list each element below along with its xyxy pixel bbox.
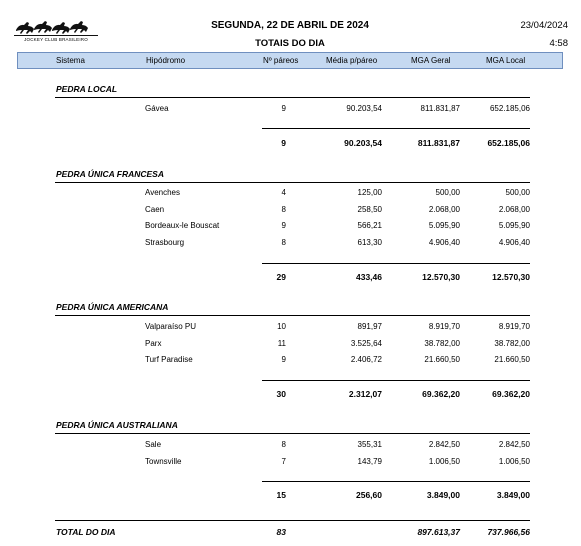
grand-total-divider — [55, 520, 530, 521]
grand-total-mga-local: 737.966,56 — [487, 527, 530, 537]
subtotal-divider — [262, 263, 530, 264]
logo-caption: JOCKEY CLUB BRASILEIRO — [24, 37, 88, 42]
section-title: PEDRA ÚNICA FRANCESA — [56, 169, 164, 179]
report-time: 4:58 — [549, 38, 568, 49]
grand-total-label: TOTAL DO DIA — [56, 527, 116, 537]
section-title: PEDRA ÚNICA AUSTRALIANA — [56, 420, 178, 430]
section-divider — [55, 97, 530, 98]
col-pareos: Nº páreos — [263, 56, 299, 65]
section-title: PEDRA ÚNICA AMERICANA — [56, 302, 169, 312]
section-title: PEDRA LOCAL — [56, 84, 118, 94]
report-date: 23/04/2024 — [520, 20, 568, 31]
col-sistema: Sistema — [56, 56, 85, 65]
grand-total-mga-geral: 897.613,37 — [417, 527, 460, 537]
column-header-bar — [17, 52, 563, 69]
col-hipodromo: Hipódromo — [146, 56, 186, 65]
grand-total-pareos: 83 — [276, 527, 286, 537]
subtotal-divider — [262, 481, 530, 482]
report-title: SEGUNDA, 22 DE ABRIL DE 2024 — [211, 20, 369, 31]
report-subtitle: TOTAIS DO DIA — [255, 38, 325, 49]
col-mga-local: MGA Local — [486, 56, 526, 65]
section-divider — [55, 433, 530, 434]
section-divider — [55, 315, 530, 316]
col-media: Média p/páreo — [326, 56, 378, 65]
section-divider — [55, 182, 530, 183]
subtotal-divider — [262, 380, 530, 381]
col-mga-geral: MGA Geral — [411, 56, 451, 65]
subtotal-divider — [262, 128, 530, 129]
